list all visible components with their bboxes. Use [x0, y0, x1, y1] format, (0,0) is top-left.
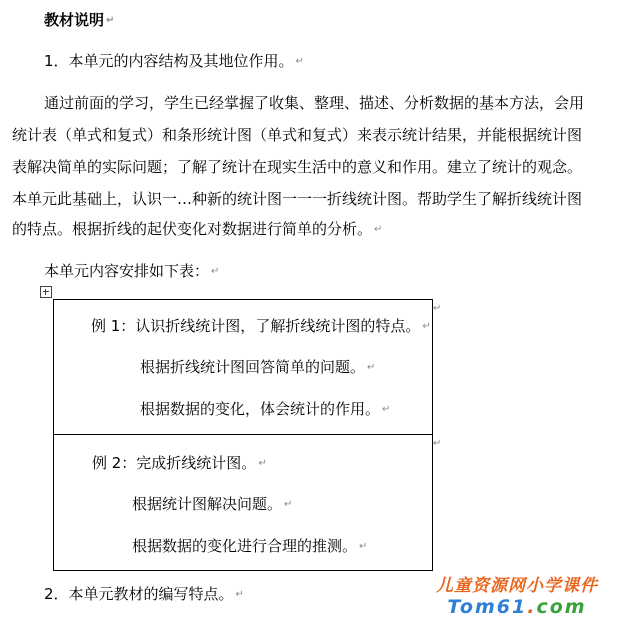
paragraph-mark-icon: ↵: [235, 588, 244, 600]
table-row-2-line-1: [92, 453, 267, 474]
paragraph-line-4: [12, 189, 582, 209]
paragraph-mark-icon: ↵: [374, 223, 383, 235]
table-row-2-line-2: [132, 494, 292, 515]
site-watermark: [417, 576, 617, 618]
watermark-site-dot: .: [527, 596, 537, 618]
paragraph-line-text: 通过前面的学习，学生已经掌握了收集、整理、描述、分析数据的基本方法，会用: [44, 94, 585, 112]
paragraph-line-5: [12, 219, 382, 240]
paragraph-line-text: 统计表（单式和复式）和条形统计图（单式和复式）来表示统计结果，并能根据统计图: [12, 126, 583, 144]
section1-title: [44, 51, 304, 72]
paragraph-mark-icon: ↵: [106, 14, 115, 26]
table-row-1-line-1: [91, 316, 431, 337]
table-cell-text: 根据数据的变化，体会统计的作用。: [140, 400, 381, 418]
paragraph-mark-icon: ↵: [422, 320, 431, 332]
paragraph-mark-icon: ↵: [359, 540, 368, 552]
paragraph-mark-icon: ↵: [284, 498, 293, 510]
arrangement-intro: [44, 261, 219, 282]
watermark-site: [417, 596, 617, 618]
paragraph-line-1: [44, 93, 584, 113]
paragraph-line-text: 表解决简单的实际问题；了解了统计在现实生活中的意义和作用。建立了统计的观念。: [12, 158, 583, 176]
table-row-1-line-2: [140, 357, 375, 378]
table-row-divider: [53, 434, 433, 435]
cell-end-mark-icon: ↵: [433, 438, 442, 449]
table-row-1-line-3: [140, 399, 390, 420]
watermark-title: 儿童资源网小学课件: [436, 576, 598, 596]
table-cell-text: 根据统计图解决问题。: [132, 495, 283, 513]
content-table: [53, 299, 433, 571]
paragraph-line-3: [12, 157, 582, 177]
paragraph-line-text: 本单元此基础上，认识一…种新的统计图一一一折线统计图。帮助学生了解折线统计图: [12, 190, 583, 208]
table-move-handle-icon[interactable]: [40, 286, 52, 298]
heading-text: 教材说明: [44, 11, 105, 29]
table-cell-text: 根据数据的变化进行合理的推测。: [132, 537, 358, 555]
table-cell-text: 根据折线统计图回答简单的问题。: [140, 358, 366, 376]
paragraph-mark-icon: ↵: [258, 457, 267, 469]
table-cell-text: 例 2：完成折线统计图。: [92, 454, 257, 472]
table-row-2-line-3: [132, 536, 367, 557]
paragraph-mark-icon: ↵: [295, 55, 304, 67]
section2-title: [44, 584, 244, 605]
paragraph-mark-icon: ↵: [382, 403, 391, 415]
arrangement-intro-text: 本单元内容安排如下表：: [44, 262, 210, 280]
paragraph-mark-icon: ↵: [367, 361, 376, 373]
paragraph-line-text: 的特点。根据折线的起伏变化对数据进行简单的分析。: [12, 220, 373, 238]
cell-end-mark-icon: ↵: [433, 303, 442, 314]
table-cell-text: 例 1：认识折线统计图，了解折线统计图的特点。: [91, 317, 421, 335]
heading: [44, 10, 114, 31]
paragraph-line-2: [12, 125, 582, 145]
watermark-site-tld: com: [536, 596, 587, 618]
paragraph-mark-icon: ↵: [211, 265, 220, 277]
watermark-site-name: Tom61: [447, 596, 528, 618]
section2-title-text: 2．本单元教材的编写特点。: [44, 585, 234, 603]
section1-title-text: 1．本单元的内容结构及其地位作用。: [44, 52, 294, 70]
